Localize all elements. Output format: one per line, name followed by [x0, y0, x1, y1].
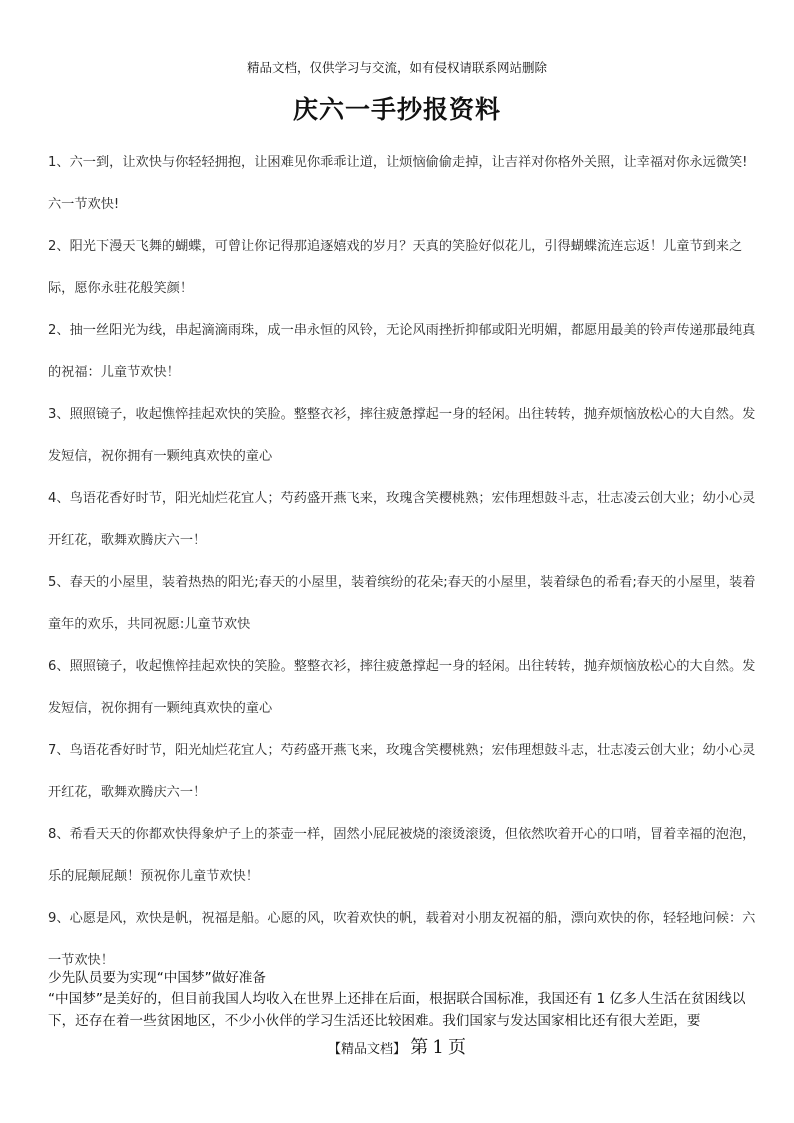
section-chinese-dream	[48, 968, 758, 1032]
paragraph-5: 4、鸟语花香好时节，阳光灿烂花宜人；芍药盛开燕飞来，玫瑰含笑樱桃熟；宏伟理想鼓斗志，壮志凌云创大业；幼小心灵开红花，歌舞欢腾庆六一！	[48, 491, 756, 548]
paragraph-6: 5、春天的小屋里，装着热热的阳光;春天的小屋里，装着缤纷的花朵;春天的小屋里，装着绿色的希看;春天的小屋里，装着童年的欢乐，共同祝愿:儿童节欢快	[48, 575, 756, 632]
paragraph-9: 8、希看天天的你都欢快得象炉子上的茶壶一样，固然小屁屁被烧的滚烫滚烫，但依然吹着开心的口哨，冒着幸福的泡泡，乐的屁颠屁颠！预祝你儿童节欢快！	[48, 827, 756, 884]
paragraph-4: 3、照照镜子，收起憔悴挂起欢快的笑脸。整整衣衫，摔往疲惫撑起一身的轻闲。出往转转，抛弃烦恼放松心的大自然。发发短信，祝你拥有一颗纯真欢快的童心	[48, 407, 756, 464]
paragraph-8: 7、鸟语花香好时节，阳光灿烂花宜人；芍药盛开燕飞来，玫瑰含笑樱桃熟；宏伟理想鼓斗志，壮志凌云创大业；幼小心灵开红花，歌舞欢腾庆六一！	[48, 743, 756, 800]
footer-page-suffix: 页	[447, 1037, 466, 1058]
paragraph-7: 6、照照镜子，收起憔悴挂起欢快的笑脸。整整衣衫，摔往疲惫撑起一身的轻闲。出往转转，抛弃烦恼放松心的大自然。发发短信，祝你拥有一颗纯真欢快的童心	[48, 659, 756, 716]
footer-page-prefix: 第	[410, 1037, 429, 1058]
paragraph-10: 9、心愿是风，欢快是帆，祝福是船。心愿的风，吹着欢快的帆，载着对小朋友祝福的船，漂向欢快的你，轻轻地问候：六一节欢快！	[48, 911, 756, 968]
blessing-list	[48, 142, 756, 981]
section-title: 少先队员要为实现“中国梦”做好准备	[48, 970, 266, 986]
footer-page-number: 1	[432, 1037, 444, 1058]
paragraph-3: 2、抽一丝阳光为线，串起滴滴雨珠，成一串永恒的风铃，无论风雨挫折抑郁或阳光明媚，都愿用最美的铃声传递那最纯真的祝福：儿童节欢快！	[48, 323, 756, 380]
footer-label: 【精品文档】	[328, 1042, 407, 1057]
paragraph-2: 2、阳光下漫天飞舞的蝴蝶，可曾让你记得那追逐嬉戏的岁月？天真的笑脸好似花儿，引得蝴蝶流连忘返！儿童节到来之际，愿你永驻花般笑颜！	[48, 239, 743, 296]
paragraph-1: 1、六一到，让欢快与你轻轻拥抱，让困难见你乖乖让道，让烦恼偷偷走掉，让吉祥对你格外关照，让幸福对你永远微笑!六一节欢快!	[48, 155, 748, 212]
header-note: 精品文档，仅供学习与交流，如有侵权请联系网站删除	[246, 60, 547, 75]
section-body: “中国梦”是美好的，但目前我国人均收入在世界上还排在后面，根据联合国标准，我国还有 1 亿多人生活在贫困线以下，还存在着一些贫困地区，不少小伙伴的学习生活还比较困难。我们国家与发达国家相比还有很大差距，要	[48, 991, 746, 1029]
page-footer	[0, 1033, 794, 1059]
page-title: 庆六一手抄报资料	[292, 95, 501, 124]
